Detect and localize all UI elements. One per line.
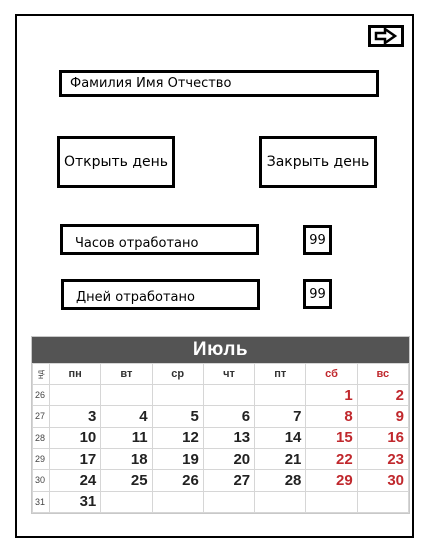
calendar-day[interactable]: 15 (306, 427, 357, 448)
week-number-header: нд (33, 364, 50, 385)
calendar-day[interactable]: 11 (101, 427, 152, 448)
weekday-label: пн (50, 364, 101, 385)
week-number: 31 (33, 491, 50, 512)
calendar-empty-cell (101, 385, 152, 406)
calendar-month-title: Июль (32, 337, 409, 363)
weekday-label: пт (255, 364, 306, 385)
calendar-empty-cell (101, 491, 152, 512)
weekday-label: чт (203, 364, 254, 385)
days-worked-label: Дней отработано (61, 279, 260, 310)
calendar-day[interactable]: 14 (255, 427, 306, 448)
calendar-week-row (33, 406, 409, 427)
calendar-day[interactable]: 19 (152, 448, 203, 469)
calendar-day[interactable]: 29 (306, 470, 357, 491)
weekday-header-row (33, 364, 409, 385)
calendar-week-row (33, 385, 409, 406)
calendar-empty-cell (152, 491, 203, 512)
calendar-day[interactable]: 10 (50, 427, 101, 448)
calendar-day[interactable]: 9 (357, 406, 408, 427)
weekday-label-weekend: сб (306, 364, 357, 385)
close-day-button[interactable]: Закрыть день (259, 136, 377, 188)
calendar-day[interactable]: 22 (306, 448, 357, 469)
employee-name-field[interactable]: Фамилия Имя Отчество (59, 70, 379, 97)
calendar-empty-cell (50, 385, 101, 406)
weekday-label-weekend: вс (357, 364, 408, 385)
calendar (31, 336, 410, 514)
calendar-week-row (33, 427, 409, 448)
calendar-empty-cell (255, 385, 306, 406)
week-number: 30 (33, 470, 50, 491)
calendar-empty-cell (152, 385, 203, 406)
calendar-day[interactable]: 1 (306, 385, 357, 406)
week-number: 27 (33, 406, 50, 427)
calendar-empty-cell (203, 491, 254, 512)
calendar-day[interactable]: 20 (203, 448, 254, 469)
calendar-empty-cell (203, 385, 254, 406)
week-number: 29 (33, 448, 50, 469)
calendar-day[interactable]: 17 (50, 448, 101, 469)
calendar-week-row (33, 470, 409, 491)
calendar-day[interactable]: 4 (101, 406, 152, 427)
calendar-day[interactable]: 13 (203, 427, 254, 448)
calendar-day[interactable]: 6 (203, 406, 254, 427)
calendar-day[interactable]: 7 (255, 406, 306, 427)
calendar-week-row (33, 491, 409, 512)
calendar-day[interactable]: 26 (152, 470, 203, 491)
calendar-day[interactable]: 3 (50, 406, 101, 427)
calendar-day[interactable]: 16 (357, 427, 408, 448)
open-day-button[interactable]: Открыть день (57, 136, 175, 188)
week-number: 26 (33, 385, 50, 406)
calendar-day[interactable]: 30 (357, 470, 408, 491)
calendar-day[interactable]: 5 (152, 406, 203, 427)
calendar-day[interactable]: 27 (203, 470, 254, 491)
calendar-day[interactable]: 24 (50, 470, 101, 491)
calendar-empty-cell (306, 491, 357, 512)
calendar-day[interactable]: 28 (255, 470, 306, 491)
calendar-day[interactable]: 12 (152, 427, 203, 448)
calendar-week-row (33, 448, 409, 469)
calendar-day[interactable]: 23 (357, 448, 408, 469)
days-worked-value: 99 (303, 279, 332, 309)
exit-button[interactable] (368, 25, 404, 47)
calendar-day[interactable]: 2 (357, 385, 408, 406)
calendar-day[interactable]: 8 (306, 406, 357, 427)
exit-arrow-icon (368, 25, 404, 47)
calendar-day[interactable]: 25 (101, 470, 152, 491)
weekday-label: вт (101, 364, 152, 385)
week-number: 28 (33, 427, 50, 448)
hours-worked-value: 99 (303, 225, 332, 255)
calendar-empty-cell (255, 491, 306, 512)
calendar-empty-cell (357, 491, 408, 512)
calendar-day[interactable]: 21 (255, 448, 306, 469)
calendar-grid (32, 363, 409, 513)
hours-worked-label: Часов отработано (60, 224, 259, 255)
calendar-day[interactable]: 31 (50, 491, 101, 512)
weekday-label: ср (152, 364, 203, 385)
calendar-day[interactable]: 18 (101, 448, 152, 469)
